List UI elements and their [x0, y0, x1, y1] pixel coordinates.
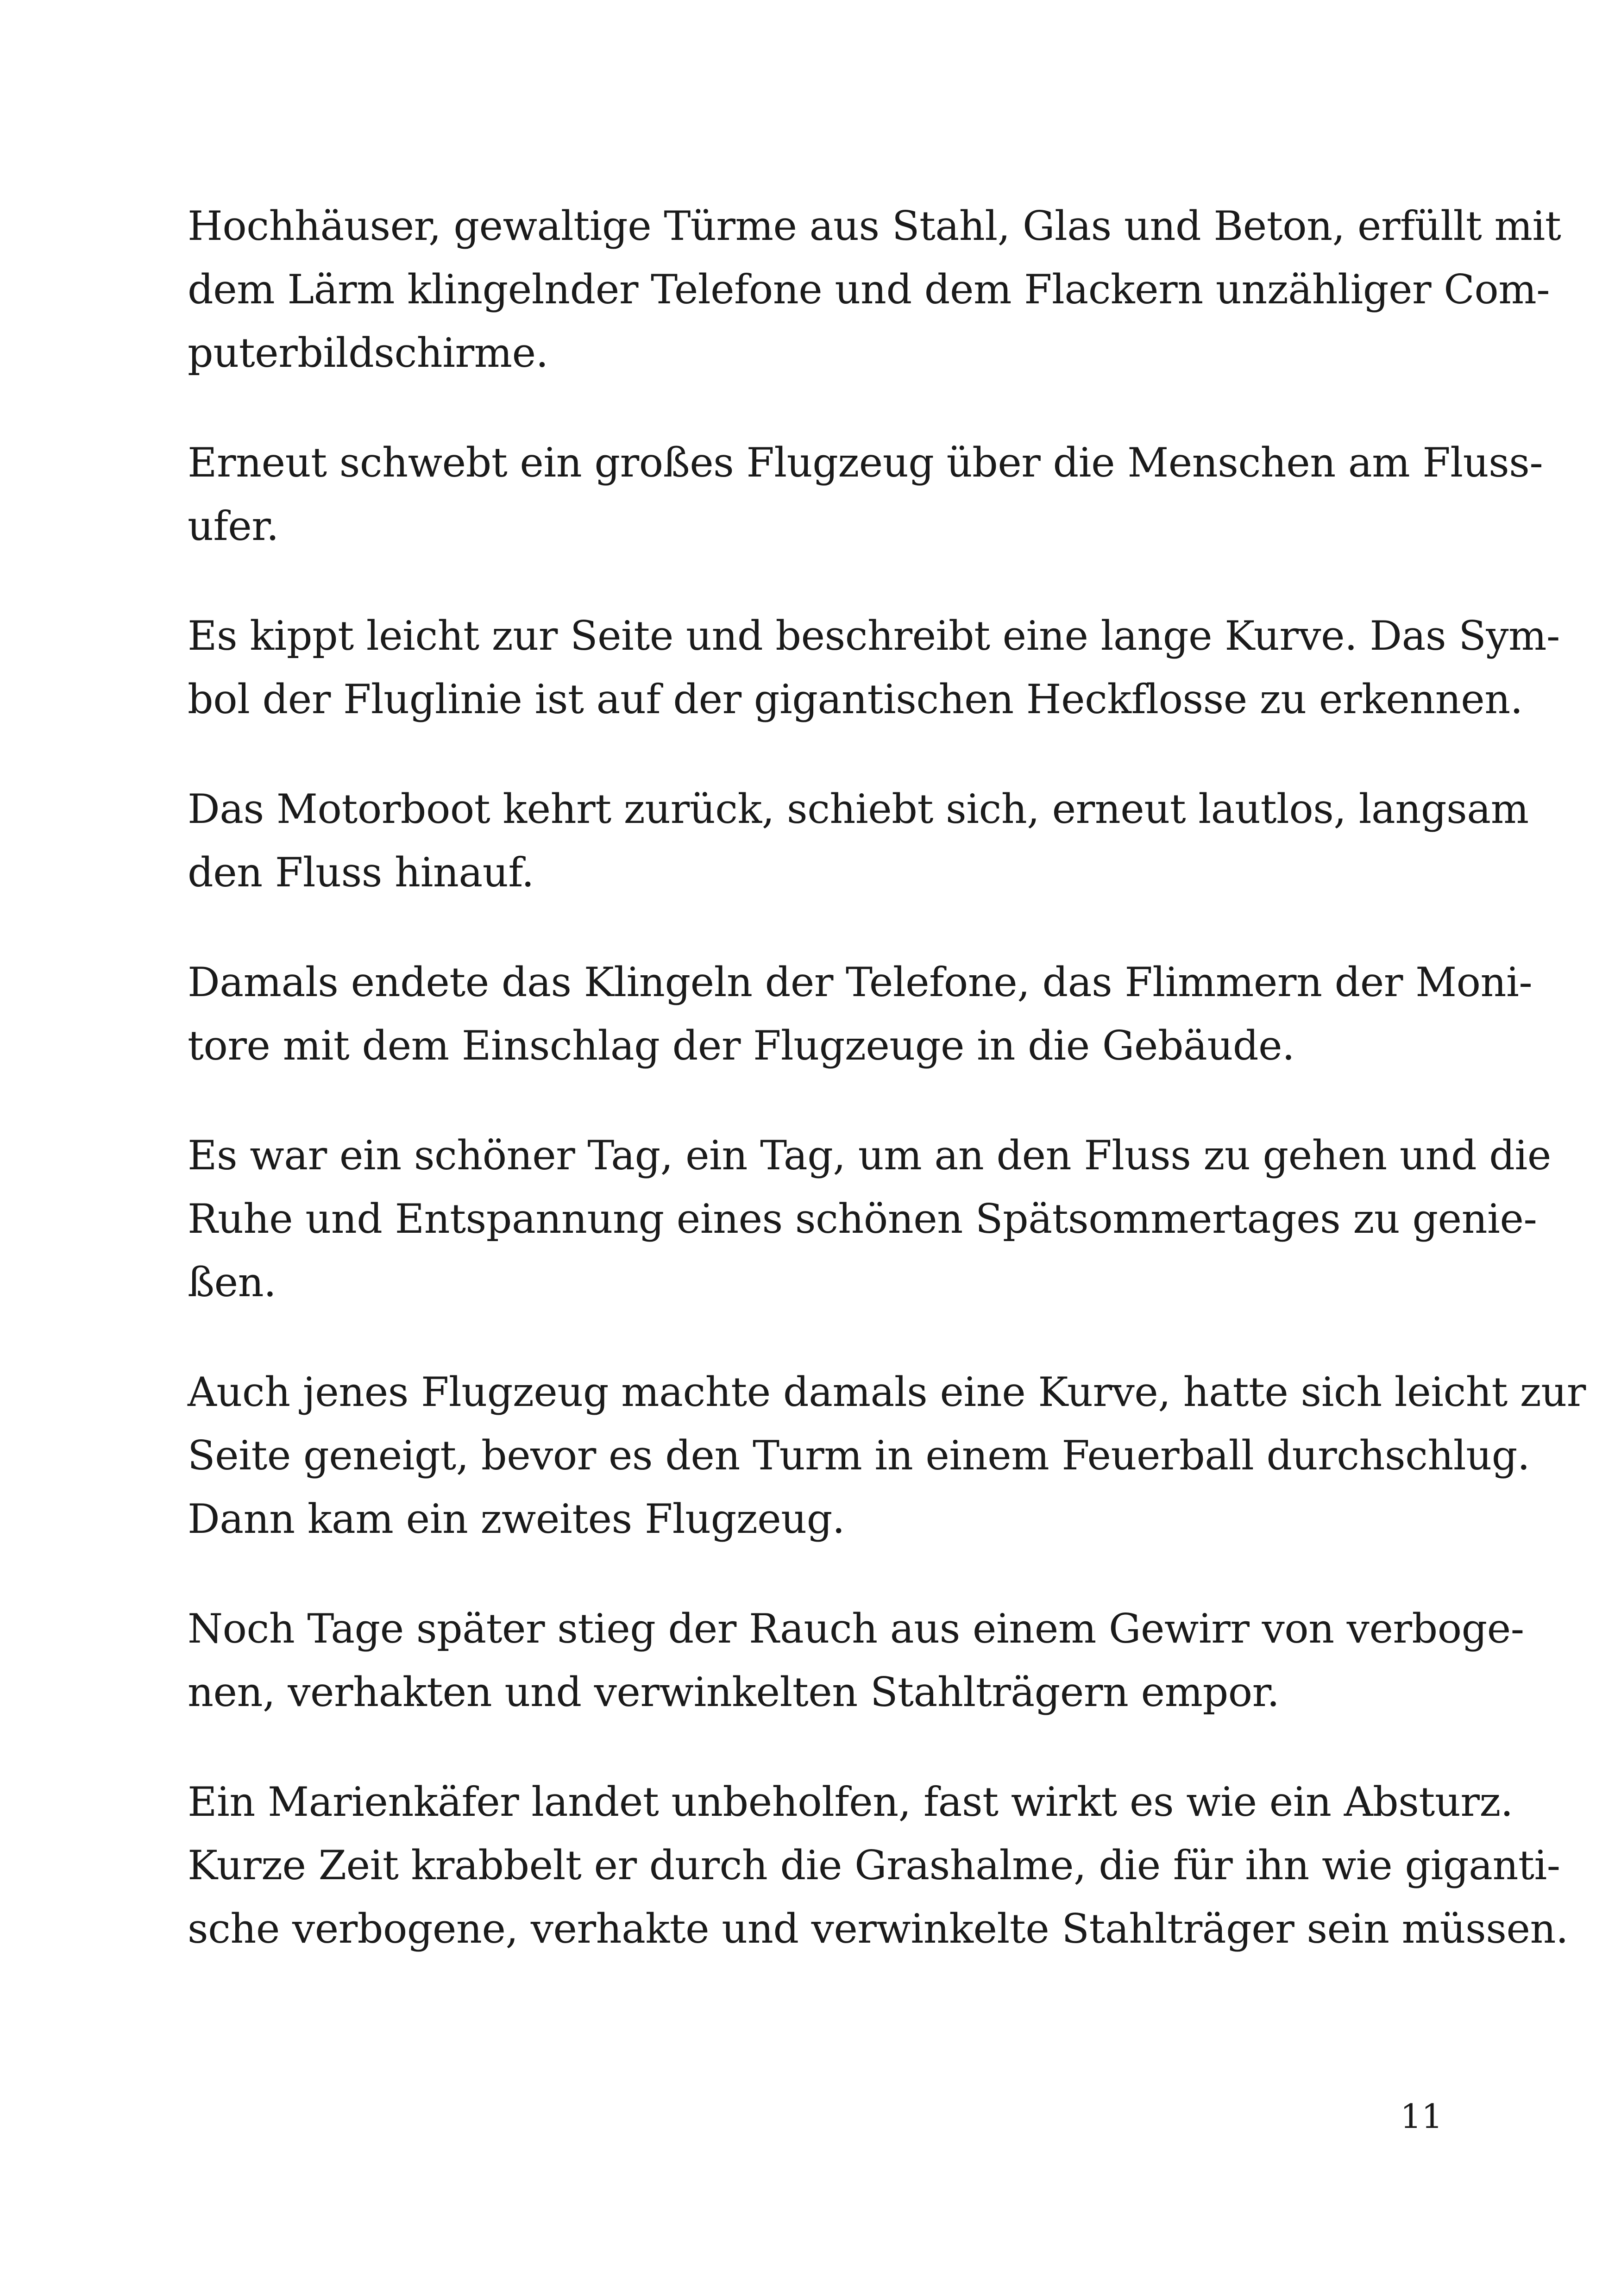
text-line: Erneut schwebt ein großes Flugzeug über die Menschen am Fluss-: [188, 439, 1543, 486]
text-line: Es war ein schöner Tag, ein Tag, um an den Fluss zu gehen und die: [188, 1132, 1551, 1179]
text-line: nen, verhakten und verwinkelten Stahlträgern empor.: [188, 1669, 1280, 1716]
text-line: Damals endete das Klingeln der Telefone, das Flimmern der Moni-: [188, 959, 1533, 1006]
text-line: tore mit dem Einschlag der Flugzeuge in die Gebäude.: [188, 1022, 1295, 1069]
text-line: Es kippt leicht zur Seite und beschreibt eine lange Kurve. Das Sym-: [188, 612, 1560, 659]
text-line: Ein Marienkäfer landet unbeholfen, fast wirkt es wie ein Absturz.: [188, 1778, 1513, 1826]
paragraph-3: [188, 604, 1560, 731]
page-body: [188, 194, 1586, 2007]
text-line: ufer.: [188, 502, 279, 550]
text-line: Hochhäuser, gewaltige Türme aus Stahl, Glas und Beton, erfüllt mit: [188, 202, 1561, 250]
text-line: Kurze Zeit krabbelt er durch die Grashalme, die für ihn wie giganti-: [188, 1842, 1560, 1889]
paragraph-7: [188, 1361, 1586, 1551]
paragraph-5: [188, 951, 1533, 1078]
paragraph-1: [188, 194, 1561, 385]
paragraph-9: [188, 1770, 1569, 1961]
text-line: sche verbogene, verhakte und verwinkelte Stahlträger sein müssen.: [188, 1905, 1569, 1952]
text-line: Das Motorboot kehrt zurück, schiebt sich, erneut lautlos, langsam: [188, 785, 1529, 833]
paragraph-6: [188, 1124, 1551, 1314]
text-line: Seite geneigt, bevor es den Turm in einem Feuerball durchschlug.: [188, 1432, 1530, 1479]
text-line: Auch jenes Flugzeug machte damals eine Kurve, hatte sich leicht zur: [188, 1368, 1586, 1416]
paragraph-8: [188, 1597, 1524, 1724]
text-line: ßen.: [188, 1259, 276, 1306]
paragraph-2: [188, 431, 1543, 558]
text-line: bol der Fluglinie ist auf der gigantischen Heckflosse zu erkennen.: [188, 676, 1523, 723]
text-line: Dann kam ein zweites Flugzeug.: [188, 1495, 845, 1543]
text-line: Noch Tage später stieg der Rauch aus einem Gewirr von verboge-: [188, 1605, 1524, 1652]
text-line: den Fluss hinauf.: [188, 849, 534, 896]
text-line: puterbildschirme.: [188, 329, 548, 376]
paragraph-4: [188, 778, 1529, 904]
text-line: dem Lärm klingelnder Telefone und dem Flackern unzähliger Com-: [188, 266, 1550, 313]
text-line: Ruhe und Entspannung eines schönen Spätsommertages zu genie-: [188, 1195, 1537, 1242]
page-number: 11: [1400, 2097, 1443, 2136]
